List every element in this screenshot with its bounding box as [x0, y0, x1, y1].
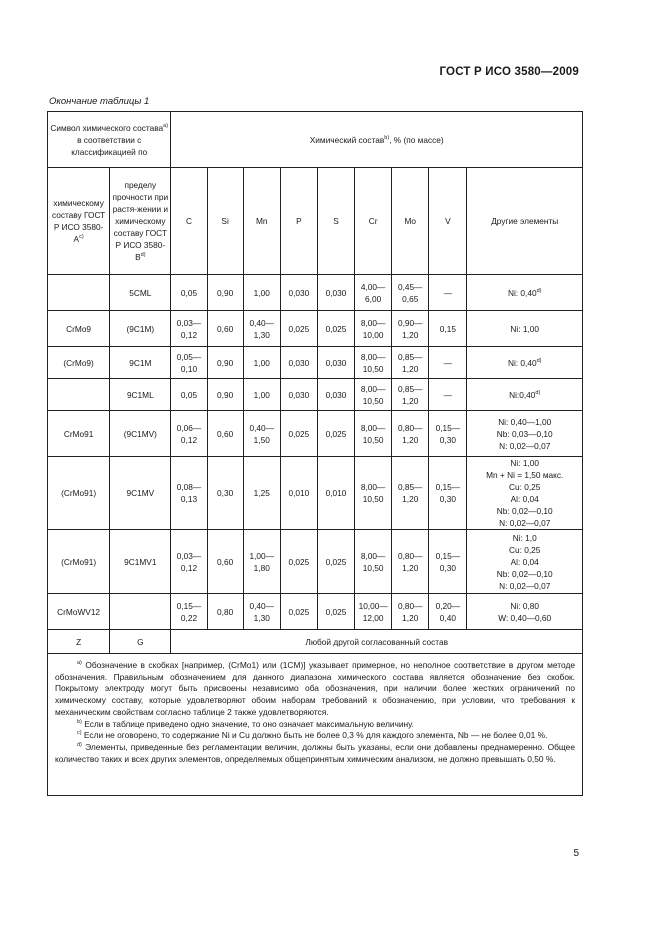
- cell-cr: 8,00— 10,00: [355, 311, 392, 347]
- cell-v: 0,15— 0,30: [429, 530, 467, 594]
- cell-cr: 8,00— 10,50: [355, 530, 392, 594]
- col-header-other: Другие элементы: [467, 168, 583, 275]
- cell-cr: 8,00— 10,50: [355, 411, 392, 457]
- cell-si: 0,80: [207, 594, 243, 630]
- cell-cr: 10,00— 12,00: [355, 594, 392, 630]
- cell-b: (9C1M): [110, 311, 171, 347]
- cell-a: (CrMo9): [48, 347, 110, 379]
- document-header: ГОСТ Р ИСО 3580—2009: [439, 66, 579, 78]
- col-header-iso-b: пределу прочности при растя-жении и химическому составу ГОСТ Р ИСО $3580-В^{d)}$: [110, 168, 171, 275]
- cell-a: CrMoWV12: [48, 594, 110, 630]
- cell-p: 0,030: [280, 347, 317, 379]
- cell-c: 0,05— 0,10: [171, 347, 207, 379]
- cell-mo: 0,80— 1,20: [392, 594, 429, 630]
- chemical-composition-table: [47, 111, 583, 796]
- cell-s: 0,030: [317, 379, 354, 411]
- cell-b: 9C1ML: [110, 379, 171, 411]
- cell-a: (CrMo91): [48, 530, 110, 594]
- cell-last-b: G: [110, 630, 171, 654]
- cell-v: 0,20— 0,40: [429, 594, 467, 630]
- cell-v: 0,15— 0,30: [429, 457, 467, 530]
- cell-other: Ni: 0,40$^{d)}$: [467, 347, 583, 379]
- cell-si: 0,90: [207, 275, 243, 311]
- cell-a: CrMo9: [48, 311, 110, 347]
- cell-v: —: [429, 347, 467, 379]
- cell-mn: 0,40— 1,50: [243, 411, 280, 457]
- footnote: $^{b)}$ Если в таблице приведено одно значение, то оно означает максимальную величину.: [77, 718, 414, 729]
- cell-c: 0,03— 0,12: [171, 311, 207, 347]
- cell-b: (9C1MV): [110, 411, 171, 457]
- cell-s: 0,030: [317, 347, 354, 379]
- cell-mn: 0,40— 1,30: [243, 594, 280, 630]
- table-row: [48, 347, 583, 379]
- cell-c: 0,06— 0,12: [171, 411, 207, 457]
- col-header-mn: Mn: [243, 168, 280, 275]
- cell-p: 0,025: [280, 311, 317, 347]
- cell-mn: 1,00— 1,80: [243, 530, 280, 594]
- table-row-other: [48, 630, 583, 654]
- cell-mo: 0,85— 1,20: [392, 457, 429, 530]
- cell-c: 0,08— 0,13: [171, 457, 207, 530]
- cell-p: 0,025: [280, 594, 317, 630]
- cell-mn: 1,00: [243, 379, 280, 411]
- cell-mo: 0,80— 1,20: [392, 530, 429, 594]
- cell-cr: 8,00— 10,50: [355, 379, 392, 411]
- footnote: $^{d)}$ Элементы, приведенные без регламентации величин, должны быть указаны, если они добавлены преднамеренно. Общее количество таких и всех других элементов, определяемых общепринятым химическим анализом, не должно превышать 0,50 %.: [55, 741, 575, 764]
- symbol-header: Символ химического состава$^{a)}$ в соответствии с классификацией по: [48, 112, 171, 168]
- footnote: $^{a)}$ Обозначение в скобках [например, (CrMo1) или (1CM)] указывает примерное, но неполное соответствие в другом методе обозначения. Правильным обозначением для данного диапазона химического состава является обозначение без скобок. Покрытому электроду могут быть присвоены независимо оба обозначения, при наличии более жестких ограничений по химическому составу, которые удовлетворяют обоим наборам требований к обозначению, при условии, что требования к механическим свойствам согласно таблице 2 также удовлетворяются.: [55, 660, 576, 717]
- cell-v: —: [429, 379, 467, 411]
- cell-c: 0,15— 0,22: [171, 594, 207, 630]
- cell-other: Ni:0,40$^{d)}$: [467, 379, 583, 411]
- cell-mn: 0,40— 1,30: [243, 311, 280, 347]
- cell-c: 0,05: [171, 379, 207, 411]
- cell-c: 0,03— 0,12: [171, 530, 207, 594]
- table-row: [48, 530, 583, 594]
- cell-s: 0,030: [317, 275, 354, 311]
- cell-si: 0,90: [207, 347, 243, 379]
- cell-v: —: [429, 275, 467, 311]
- col-header-si: Si: [207, 168, 243, 275]
- chem-composition-header: Химический состав$^{b)}$, % (по массе): [171, 112, 583, 168]
- cell-other: Ni: 0,80 W: 0,40—0,60: [467, 594, 583, 630]
- cell-mn: 1,00: [243, 347, 280, 379]
- col-header-s: S: [317, 168, 354, 275]
- cell-cr: 8,00— 10,50: [355, 457, 392, 530]
- col-header-iso-a: химическому составу ГОСТ Р ИСО $3580-А^{c)}$: [48, 168, 110, 275]
- cell-mo: 0,80— 1,20: [392, 411, 429, 457]
- cell-b: 9C1MV1: [110, 530, 171, 594]
- cell-v: 0,15— 0,30: [429, 411, 467, 457]
- cell-si: 0,90: [207, 379, 243, 411]
- cell-a: (CrMo91): [48, 457, 110, 530]
- cell-si: 0,60: [207, 411, 243, 457]
- col-header-p: P: [280, 168, 317, 275]
- cell-mo: 0,85— 1,20: [392, 379, 429, 411]
- col-header-v: V: [429, 168, 467, 275]
- table-row: [48, 275, 583, 311]
- cell-other: Ni: 1,0 Cu: 0,25 Al: 0,04 Nb: 0,02—0,10 N: 0,02—0,07: [467, 530, 583, 594]
- cell-s: 0,025: [317, 311, 354, 347]
- table-caption: Окончание таблицы 1: [49, 96, 150, 107]
- cell-other: Ni: 0,40—1,00 Nb: 0,03—0,10 N: 0,02—0,07: [467, 411, 583, 457]
- cell-cr: 4,00— 6,00: [355, 275, 392, 311]
- cell-p: 0,025: [280, 411, 317, 457]
- footnote: $^{c)}$ Если не оговорено, то содержание Ni и Cu должно быть не более 0,3 % для каждого элемента, Nb — не более 0,01 %.: [77, 730, 548, 741]
- cell-s: 0,025: [317, 530, 354, 594]
- table-row: [48, 379, 583, 411]
- table-row: [48, 411, 583, 457]
- page-number: 5: [573, 848, 579, 859]
- cell-mn: 1,25: [243, 457, 280, 530]
- cell-cr: 8,00— 10,50: [355, 347, 392, 379]
- cell-mo: 0,85— 1,20: [392, 347, 429, 379]
- cell-last-text: Любой другой согласованный состав: [171, 630, 583, 654]
- col-header-c: C: [171, 168, 207, 275]
- cell-mo: 0,90— 1,20: [392, 311, 429, 347]
- cell-mn: 1,00: [243, 275, 280, 311]
- table-row: [48, 457, 583, 530]
- cell-last-a: Z: [48, 630, 110, 654]
- cell-s: 0,025: [317, 594, 354, 630]
- footnotes: [48, 654, 583, 796]
- cell-mo: 0,45— 0,65: [392, 275, 429, 311]
- cell-a: [48, 275, 110, 311]
- cell-s: 0,010: [317, 457, 354, 530]
- cell-a: CrMo91: [48, 411, 110, 457]
- cell-b: 5CML: [110, 275, 171, 311]
- cell-other: Ni: 1,00: [467, 311, 583, 347]
- col-header-cr: Cr: [355, 168, 392, 275]
- cell-p: 0,025: [280, 530, 317, 594]
- cell-s: 0,025: [317, 411, 354, 457]
- cell-other: Ni: 0,40$^{d)}$: [467, 275, 583, 311]
- cell-v: 0,15: [429, 311, 467, 347]
- cell-p: 0,030: [280, 275, 317, 311]
- cell-other: Ni: 1,00 Mn + Ni = 1,50 макс. Cu: 0,25 Al: 0,04 Nb: 0,02—0,10 N: 0,02—0,07: [467, 457, 583, 530]
- cell-si: 0,30: [207, 457, 243, 530]
- cell-p: 0,010: [280, 457, 317, 530]
- cell-p: 0,030: [280, 379, 317, 411]
- cell-si: 0,60: [207, 530, 243, 594]
- cell-c: 0,05: [171, 275, 207, 311]
- table-row: [48, 594, 583, 630]
- cell-b: [110, 594, 171, 630]
- cell-b: 9C1M: [110, 347, 171, 379]
- col-header-mo: Mo: [392, 168, 429, 275]
- table-row: [48, 311, 583, 347]
- cell-b: 9C1MV: [110, 457, 171, 530]
- cell-si: 0,60: [207, 311, 243, 347]
- cell-a: [48, 379, 110, 411]
